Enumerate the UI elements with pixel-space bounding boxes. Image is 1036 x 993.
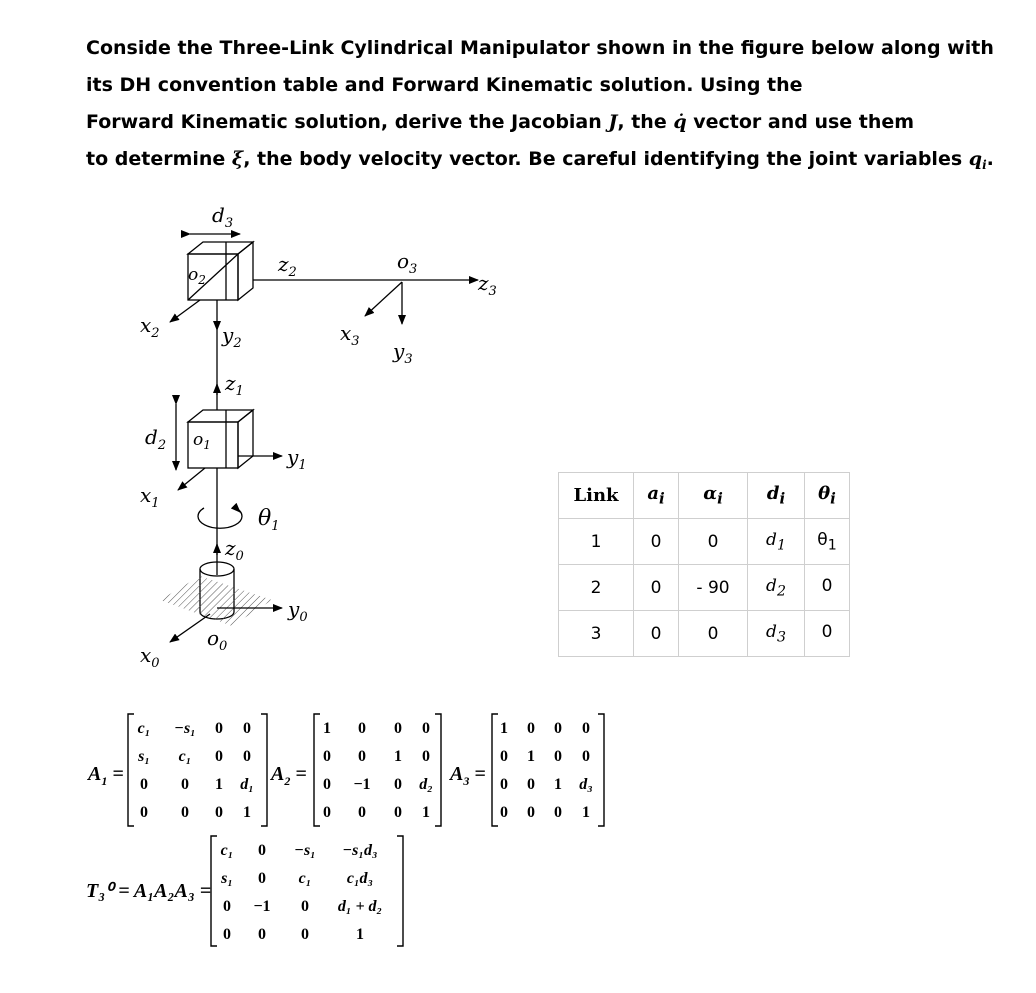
matrix-cell: 0 — [358, 748, 366, 765]
matrix-cell: 1 — [394, 748, 402, 765]
matrix-cell: 0 — [243, 720, 251, 737]
matrix-cell: c₁ — [298, 870, 312, 887]
A3-label: $A_3$ = — [450, 763, 486, 788]
matrix-cell: 0 — [301, 898, 309, 915]
qdot-symbol: q̇ — [673, 111, 687, 133]
problem-line-4: to determine ξ, the body velocity vector. Be careful identifying the joint variables $q_i$. — [86, 148, 994, 172]
matrix-cell: −1 — [353, 776, 371, 793]
label-y1: $y_1$ — [287, 445, 307, 473]
dh-cell-alpha: - 90 — [679, 565, 748, 611]
matrix-cell: 0 — [500, 748, 508, 765]
dh-cell-theta: $\theta_1$ — [805, 519, 850, 565]
matrix-cell: 0 — [140, 776, 148, 793]
matrix-cell: c₁ — [178, 748, 192, 765]
A2-label: $A_2$ = — [271, 763, 307, 788]
matrix-cell: 0 — [527, 720, 535, 737]
label-x3: $x_3$ — [340, 321, 360, 349]
dh-header-theta: $\theta_i$ — [805, 473, 850, 519]
matrix-cell: 0 — [215, 748, 223, 765]
dh-cell-link: 1 — [559, 519, 634, 565]
matrix-cell: 0 — [323, 804, 331, 821]
matrix-cell: 0 — [394, 776, 402, 793]
matrix-cell: 0 — [323, 776, 331, 793]
matrix-cell: d₁ — [240, 776, 254, 793]
matrix-cell: 0 — [394, 804, 402, 821]
matrix-cell: 1 — [422, 804, 430, 821]
matrix-T30 — [220, 842, 382, 943]
matrix-cell: 0 — [527, 804, 535, 821]
matrix-cell: 0 — [554, 720, 562, 737]
problem-line-2: its DH convention table and Forward Kinematic solution. Using the — [86, 74, 803, 96]
matrix-cell: 0 — [301, 926, 309, 943]
matrix-cell: −s₁ — [294, 842, 316, 859]
label-theta1: $\theta_1$ — [258, 506, 280, 534]
label-x1: $x_1$ — [140, 483, 160, 511]
matrix-cell: 1 — [527, 748, 535, 765]
dh-header-a: $a_i$ — [634, 473, 679, 519]
dh-cell-d: $d_3$ — [748, 611, 805, 657]
label-o2: $o_2$ — [188, 265, 206, 287]
matrix-cell: 0 — [181, 776, 189, 793]
matrix-cell: 0 — [358, 804, 366, 821]
jacobian-symbol: J — [608, 111, 618, 133]
problem-line-1: Conside the Three-Link Cylindrical Manipulator shown in the figure below along with — [86, 37, 994, 59]
q-symbol: q — [968, 148, 983, 170]
matrix-cell: 0 — [215, 804, 223, 821]
matrix-cell: 0 — [422, 748, 430, 765]
dh-cell-link: 3 — [559, 611, 634, 657]
matrix-cell: 0 — [358, 720, 366, 737]
dh-cell-a: 0 — [634, 611, 679, 657]
label-y0: $y_0$ — [288, 597, 308, 625]
matrix-cell: 1 — [215, 776, 223, 793]
dh-header-row — [559, 473, 850, 519]
label-z0: $z_0$ — [225, 536, 244, 564]
matrix-cell: 0 — [258, 926, 266, 943]
matrix-cell: 0 — [140, 804, 148, 821]
matrix-cell: 0 — [554, 748, 562, 765]
label-d2: $d_2$ — [145, 425, 167, 453]
label-x0: $x_0$ — [140, 643, 160, 671]
matrix-cell: 0 — [323, 748, 331, 765]
matrix-cell: 1 — [500, 720, 508, 737]
matrix-A1 — [137, 720, 254, 821]
label-z3: $z_3$ — [478, 271, 497, 299]
label-z1: $z_1$ — [225, 371, 244, 399]
matrix-A2 — [323, 720, 433, 821]
matrix-cell: d₃ — [579, 776, 593, 793]
dh-row — [559, 611, 850, 657]
matrix-cell: c₁ — [137, 720, 151, 737]
dh-cell-theta: 0 — [805, 611, 850, 657]
dh-cell-link: 2 — [559, 565, 634, 611]
matrix-cell: 0 — [181, 804, 189, 821]
matrix-A3 — [500, 720, 593, 821]
label-o3: $o_3$ — [397, 249, 418, 277]
matrix-cell: c₁ — [220, 842, 234, 859]
label-d3: $d_3$ — [212, 203, 234, 231]
matrix-cell: 0 — [527, 776, 535, 793]
matrix-cell: d₁ + d₂ — [337, 898, 383, 915]
dh-cell-d: $d_2$ — [748, 565, 805, 611]
matrix-cell: 0 — [258, 842, 266, 859]
label-y3: $y_3$ — [393, 339, 413, 367]
label-z2: $z_2$ — [278, 252, 297, 280]
label-x2: $x_2$ — [140, 313, 160, 341]
matrix-cell: 1 — [243, 804, 251, 821]
dh-header-d: $d_i$ — [748, 473, 805, 519]
matrix-cell: 0 — [554, 804, 562, 821]
matrix-cell: 0 — [223, 898, 231, 915]
dh-row — [559, 565, 850, 611]
matrix-cell: c₁d₃ — [346, 870, 374, 887]
matrix-cell: 0 — [582, 720, 590, 737]
label-o0: $o_0$ — [207, 626, 228, 654]
dh-row — [559, 519, 850, 565]
matrix-cell: 1 — [323, 720, 331, 737]
label-o1: $o_1$ — [193, 430, 211, 452]
matrix-cell: 0 — [258, 870, 266, 887]
dh-header-link: Link — [559, 473, 634, 519]
matrix-cell: 1 — [582, 804, 590, 821]
matrix-cell: 0 — [500, 776, 508, 793]
matrix-cell: −1 — [253, 898, 271, 915]
dh-header-alpha: $\alpha_i$ — [679, 473, 748, 519]
A1-label: $A_1$ = — [88, 763, 124, 788]
matrix-cell: 1 — [356, 926, 364, 943]
matrix-cell: 0 — [582, 748, 590, 765]
dh-cell-theta: 0 — [805, 565, 850, 611]
matrix-cell: 0 — [243, 748, 251, 765]
transformation-matrices — [86, 714, 604, 946]
problem-line-3: Forward Kinematic solution, derive the Jacobian J, the q̇ vector and use them — [86, 111, 915, 133]
T30-label: T₃⁰ = A₁A₂A₃ = — [86, 880, 212, 902]
matrix-cell: 1 — [554, 776, 562, 793]
dh-cell-alpha: 0 — [679, 519, 748, 565]
matrix-cell: 0 — [500, 804, 508, 821]
matrix-cell: 0 — [223, 926, 231, 943]
matrix-cell: 0 — [394, 720, 402, 737]
dh-cell-a: 0 — [634, 565, 679, 611]
matrix-cell: 0 — [215, 720, 223, 737]
dh-cell-d: $d_1$ — [748, 519, 805, 565]
matrix-cell: −s₁d₃ — [342, 842, 378, 859]
matrix-cell: −s₁ — [174, 720, 196, 737]
label-y2: $y_2$ — [222, 323, 242, 351]
xi-symbol: ξ — [231, 148, 244, 170]
matrix-cell: d₂ — [419, 776, 433, 793]
dh-cell-alpha: 0 — [679, 611, 748, 657]
dh-cell-a: 0 — [634, 519, 679, 565]
matrix-cell: s₁ — [138, 748, 150, 765]
dh-table — [558, 472, 850, 657]
matrix-cell: s₁ — [221, 870, 233, 887]
matrix-cell: 0 — [422, 720, 430, 737]
